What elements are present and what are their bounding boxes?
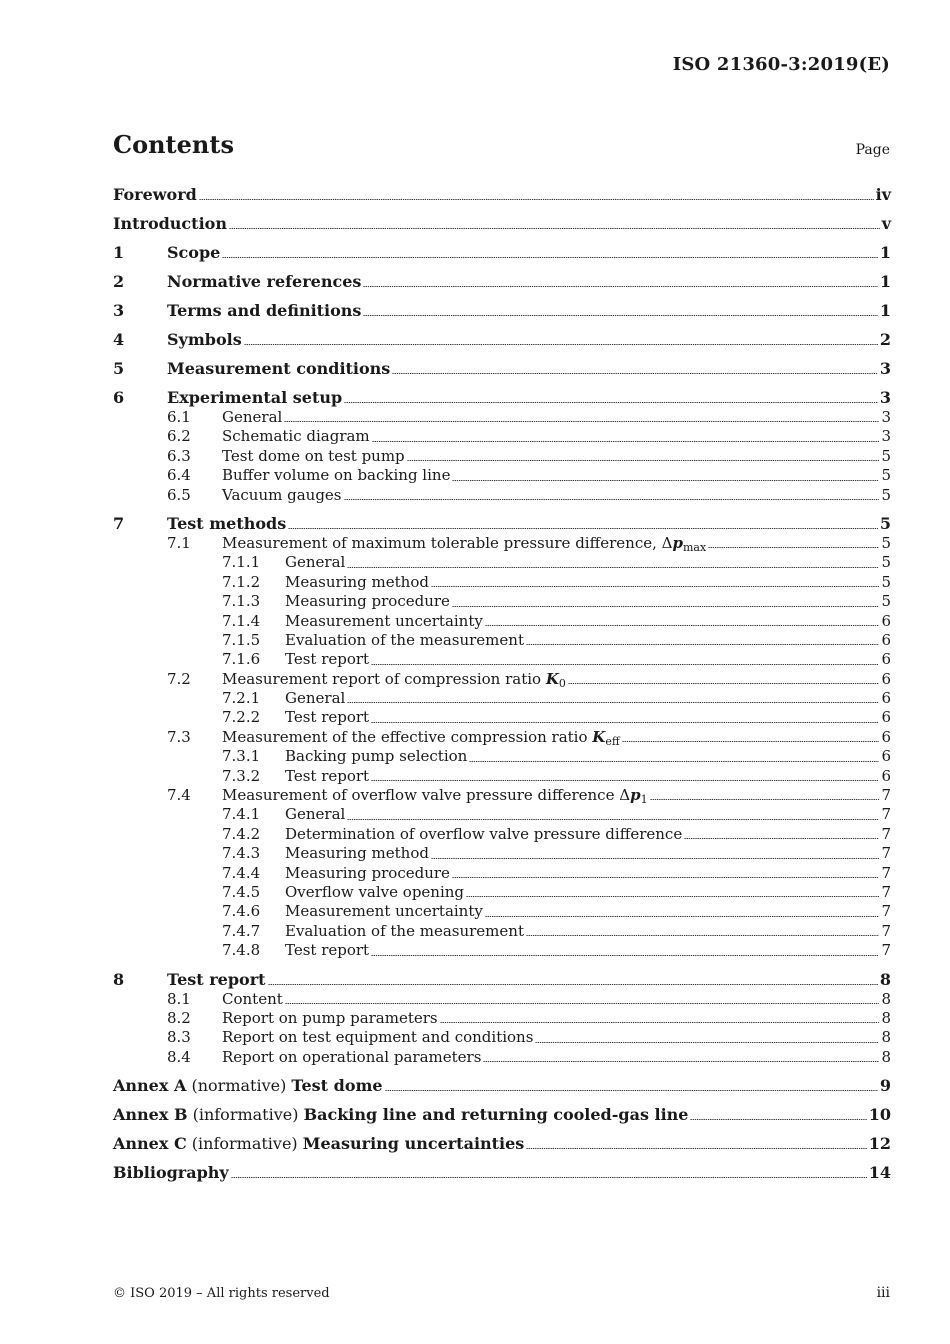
toc-entry-1[interactable] [113, 243, 891, 263]
toc-number: 7.4.4 [222, 863, 261, 882]
toc-page: 3 [879, 359, 891, 378]
toc-number: 7.1.6 [222, 650, 261, 669]
toc-title: Measuring method [285, 572, 429, 591]
leader-dots [568, 683, 880, 684]
toc-number: 7.1.5 [222, 630, 261, 649]
toc-number: 8.4 [167, 1047, 191, 1066]
toc-number: 7.4 [167, 786, 191, 805]
toc-entry-7-4-5[interactable] [113, 883, 891, 902]
toc-page: 5 [881, 485, 891, 504]
toc-number: 8.3 [167, 1028, 191, 1047]
toc-title: Test report [285, 708, 370, 727]
leader-dots [485, 916, 880, 917]
toc-number: 6.5 [167, 485, 191, 504]
leader-dots [347, 819, 879, 820]
leader-dots [466, 896, 879, 897]
annex-kind: (informative) [192, 1105, 299, 1125]
toc-title [113, 1076, 383, 1096]
leader-dots [452, 606, 880, 607]
leader-dots [708, 547, 879, 548]
page-column-label: Page [855, 142, 890, 158]
leader-dots [363, 286, 877, 287]
toc-page: 9 [879, 1076, 891, 1096]
toc-entry-6[interactable] [113, 388, 891, 408]
leader-dots [363, 315, 877, 316]
toc-page: 6 [881, 669, 891, 688]
toc-title: General [222, 408, 283, 426]
toc-title: Report on operational parameters [222, 1047, 482, 1066]
leader-dots [285, 1003, 880, 1004]
toc-title: General [285, 689, 346, 708]
leader-dots [222, 257, 878, 258]
leader-dots [526, 935, 879, 936]
toc-page: iv [875, 185, 891, 204]
toc-title: Terms and definitions [167, 301, 362, 320]
leader-dots [199, 199, 874, 200]
leader-dots [526, 644, 879, 645]
toc-number: 8 [113, 969, 125, 989]
toc-title: General [285, 805, 346, 824]
toc-entry-7-3-1[interactable] [113, 747, 891, 766]
toc-number: 7.4.7 [222, 921, 261, 940]
annex-title: Measuring uncertainties [302, 1134, 525, 1154]
leader-dots [684, 838, 879, 839]
toc-page: 6 [881, 708, 891, 727]
toc-page: 6 [881, 766, 891, 785]
toc-number: 8.2 [167, 1008, 191, 1027]
toc-entry-annex-b[interactable] [113, 1105, 891, 1125]
toc-entry-7-4-6[interactable] [113, 902, 891, 921]
toc-entry-introduction[interactable] [113, 214, 891, 234]
toc-entry-7-3-2[interactable] [113, 767, 891, 786]
toc-page: 6 [881, 611, 891, 630]
symbol-subscript: eff [605, 734, 620, 748]
toc-title: Test methods [167, 513, 287, 533]
toc-entry-annex-a[interactable] [113, 1076, 891, 1096]
toc-number: 6.2 [167, 427, 191, 446]
toc-page: 8 [881, 1008, 891, 1027]
annex-label: Annex A [113, 1076, 187, 1096]
page-title: Contents [113, 130, 234, 159]
annex-title: Backing line and returning cooled-gas line [303, 1105, 689, 1125]
toc-number: 6 [113, 388, 125, 407]
toc-title [113, 1105, 688, 1125]
leader-dots [407, 460, 880, 461]
toc-entry-6-1[interactable] [113, 408, 891, 427]
toc-page: 12 [868, 1134, 891, 1154]
toc-number: 6.1 [167, 408, 191, 426]
toc-title: Evaluation of the measurement [285, 921, 524, 940]
toc-entry-7[interactable] [113, 514, 891, 534]
toc-entry-7-1[interactable] [113, 534, 891, 553]
toc-title: Overflow valve opening [285, 882, 465, 901]
toc-title: Scope [167, 243, 221, 262]
toc-title: Measurement uncertainty [285, 902, 483, 921]
toc-entry-7-4[interactable] [113, 786, 891, 805]
toc-title: Measuring method [285, 844, 429, 863]
toc-title-text: Measurement report of compression ratio [222, 669, 546, 688]
leader-dots [372, 441, 880, 442]
toc-page: 8 [881, 989, 891, 1008]
leader-dots [231, 1177, 867, 1178]
toc-title: Schematic diagram [222, 427, 370, 446]
toc-title: Measuring procedure [285, 863, 450, 882]
toc-number: 7.4.1 [222, 805, 261, 824]
toc-number: 7.1.1 [222, 553, 261, 572]
leader-dots [344, 499, 880, 500]
toc-title: Evaluation of the measurement [285, 630, 524, 649]
toc-page: 6 [881, 689, 891, 708]
toc-page: 5 [879, 513, 891, 533]
toc-number: 7.1.2 [222, 572, 261, 591]
toc-entry-8-1[interactable] [113, 990, 891, 1009]
leader-dots [690, 1119, 866, 1120]
toc-number: 7.4.6 [222, 902, 261, 921]
toc-title: Normative references [167, 272, 362, 291]
toc-number: 7.2.2 [222, 708, 261, 727]
toc-entry-7-1-6[interactable] [113, 650, 891, 669]
leader-dots [622, 741, 880, 742]
toc-entry-8[interactable] [113, 970, 891, 990]
toc-page: 6 [881, 630, 891, 649]
toc-number: 7.4.3 [222, 844, 261, 863]
toc-page: 7 [881, 921, 891, 940]
toc-title: Backing pump selection [285, 747, 468, 766]
toc-number: 4 [113, 330, 125, 349]
document-id: ISO 21360-3:2019(E) [672, 54, 890, 75]
toc-title: Report on pump parameters [222, 1008, 438, 1027]
symbol-k: K [545, 669, 559, 688]
leader-dots [371, 780, 879, 781]
page-number: iii [876, 1285, 890, 1301]
toc-number: 7.1 [167, 533, 191, 552]
annex-label: Annex C [113, 1134, 187, 1154]
toc-number: 6.4 [167, 466, 191, 485]
leader-dots [347, 702, 879, 703]
toc-title: Determination of overflow valve pressure difference [285, 824, 683, 843]
toc-number: 7.2 [167, 669, 191, 688]
toc-number: 7 [113, 513, 125, 533]
toc-title: Symbols [167, 330, 242, 349]
toc-entry-7-4-1[interactable] [113, 805, 891, 824]
toc-title-text: Measurement of maximum tolerable pressure difference, Δ [222, 533, 673, 552]
toc-entry-7-2-2[interactable] [113, 708, 891, 727]
toc-page: 3 [881, 427, 891, 446]
toc-title: Buffer volume on backing line [222, 466, 451, 485]
toc-entry-6-3[interactable] [113, 447, 891, 466]
toc-entry-7-4-4[interactable] [113, 864, 891, 883]
toc-title: Test report [285, 941, 370, 960]
symbol-p: p [630, 786, 641, 805]
leader-dots [440, 1022, 880, 1023]
toc-number: 6.3 [167, 446, 191, 465]
toc-title: Experimental setup [167, 388, 343, 407]
toc-title [222, 728, 620, 747]
annex-kind: (informative) [191, 1134, 298, 1154]
toc-entry-8-3[interactable] [113, 1028, 891, 1047]
annex-title: Test dome [291, 1076, 383, 1096]
toc-title [222, 670, 566, 689]
toc-number: 7.1.4 [222, 611, 261, 630]
symbol-k: K [592, 727, 606, 746]
leader-dots [371, 955, 879, 956]
toc-entry-7-1-2[interactable] [113, 573, 891, 592]
toc-entry-annex-c[interactable] [113, 1134, 891, 1154]
toc-title: General [285, 553, 346, 572]
toc-page: 5 [881, 553, 891, 572]
toc-page: 5 [881, 446, 891, 465]
leader-dots [229, 228, 880, 229]
leader-dots [344, 402, 878, 403]
toc-page: 5 [881, 572, 891, 591]
toc-entry-7-4-8[interactable] [113, 941, 891, 960]
toc-title: Introduction [113, 214, 227, 233]
toc-number: 7.1.3 [222, 592, 261, 611]
leader-dots [431, 858, 879, 859]
leader-dots [371, 722, 879, 723]
toc-entry-7-1-4[interactable] [113, 612, 891, 631]
toc-page: 7 [881, 941, 891, 960]
toc-title: Test dome on test pump [222, 446, 405, 465]
leader-dots [431, 586, 879, 587]
toc-page: 6 [881, 727, 891, 746]
leader-dots [244, 344, 878, 345]
toc-entry-5[interactable] [113, 359, 891, 379]
leader-dots [284, 421, 879, 422]
toc-number: 2 [113, 272, 125, 291]
leader-dots [392, 373, 878, 374]
leader-dots [469, 761, 879, 762]
copyright-notice: © ISO 2019 – All rights reserved [113, 1286, 330, 1301]
toc-title [222, 534, 706, 553]
toc-entry-7-2[interactable] [113, 670, 891, 689]
toc-number: 7.3.1 [222, 747, 261, 766]
toc-number: 7.4.2 [222, 824, 261, 843]
toc-page: 2 [879, 330, 891, 349]
toc-entry-2[interactable] [113, 272, 891, 292]
toc-page: 7 [881, 844, 891, 863]
annex-kind: (normative) [191, 1076, 287, 1096]
leader-dots [268, 984, 878, 985]
symbol-p: p [672, 533, 683, 552]
toc-title-text: Measurement of the effective compression ratio [222, 727, 593, 746]
toc-number: 7.4.5 [222, 882, 261, 901]
toc-page: 8 [881, 1047, 891, 1066]
toc-number: 1 [113, 243, 125, 262]
toc-entry-3[interactable] [113, 301, 891, 321]
toc-title: Foreword [113, 185, 197, 204]
toc-entry-6-5[interactable] [113, 486, 891, 505]
leader-dots [485, 625, 880, 626]
toc-title: Report on test equipment and conditions [222, 1028, 534, 1047]
toc-entry-7-1-3[interactable] [113, 592, 891, 611]
leader-dots [371, 664, 879, 665]
toc-entry-7-2-1[interactable] [113, 689, 891, 708]
toc-number: 8.1 [167, 989, 191, 1008]
toc-page: 5 [881, 466, 891, 485]
leader-dots [347, 567, 879, 568]
toc-entry-7-4-7[interactable] [113, 922, 891, 941]
toc-page: 10 [868, 1105, 891, 1125]
toc-page: 7 [881, 902, 891, 921]
table-of-contents [113, 185, 891, 1183]
toc-entry-6-2[interactable] [113, 427, 891, 446]
toc-entry-6-4[interactable] [113, 466, 891, 485]
toc-entry-foreword[interactable] [113, 185, 891, 205]
toc-page: 7 [881, 805, 891, 824]
toc-number: 7.3 [167, 727, 191, 746]
leader-dots [452, 877, 880, 878]
symbol-subscript: max [683, 540, 707, 554]
toc-number: 5 [113, 359, 125, 378]
toc-page: 1 [879, 301, 891, 320]
toc-entry-4[interactable] [113, 330, 891, 350]
symbol-subscript: 1 [640, 793, 648, 807]
toc-title: Test report [285, 650, 370, 669]
toc-page: v [881, 214, 891, 233]
toc-title: Measuring procedure [285, 592, 450, 611]
toc-entry-8-2[interactable] [113, 1009, 891, 1028]
toc-page: 7 [881, 786, 891, 805]
toc-title: Test report [167, 969, 266, 989]
toc-page: 1 [879, 272, 891, 291]
toc-entry-7-4-2[interactable] [113, 825, 891, 844]
leader-dots [385, 1090, 878, 1091]
toc-page: 5 [881, 592, 891, 611]
toc-title: Vacuum gauges [222, 485, 342, 504]
toc-page: 3 [879, 388, 891, 407]
toc-number: 7.2.1 [222, 689, 261, 708]
toc-page: 14 [868, 1163, 891, 1183]
toc-number: 3 [113, 301, 125, 320]
leader-dots [483, 1061, 879, 1062]
toc-page: 7 [881, 882, 891, 901]
toc-page: 6 [881, 747, 891, 766]
toc-title: Measurement uncertainty [285, 611, 483, 630]
toc-title: Measurement conditions [167, 359, 391, 378]
toc-page: 7 [881, 863, 891, 882]
toc-title: Test report [285, 766, 370, 785]
toc-entry-bibliography[interactable] [113, 1163, 891, 1183]
leader-dots [535, 1042, 879, 1043]
symbol-subscript: 0 [558, 676, 566, 690]
toc-title [222, 786, 648, 805]
toc-title: Bibliography [113, 1163, 229, 1183]
toc-title: Content [222, 989, 283, 1008]
toc-title-text: Measurement of overflow valve pressure difference Δ [222, 786, 631, 805]
toc-entry-8-4[interactable] [113, 1048, 891, 1067]
annex-label: Annex B [113, 1105, 188, 1125]
toc-page: 7 [881, 824, 891, 843]
toc-entry-7-1-5[interactable] [113, 631, 891, 650]
toc-entry-7-1-1[interactable] [113, 553, 891, 572]
toc-number: 7.3.2 [222, 766, 261, 785]
leader-dots [650, 799, 880, 800]
toc-entry-7-4-3[interactable] [113, 844, 891, 863]
toc-page: 3 [881, 408, 891, 426]
toc-title [113, 1134, 524, 1154]
leader-dots [452, 480, 879, 481]
toc-entry-7-3[interactable] [113, 728, 891, 747]
leader-dots [288, 528, 878, 529]
toc-page: 1 [879, 243, 891, 262]
leader-dots [526, 1148, 866, 1149]
toc-page: 8 [881, 1028, 891, 1047]
toc-page: 6 [881, 650, 891, 669]
toc-number: 7.4.8 [222, 941, 261, 960]
toc-page: 5 [881, 533, 891, 552]
toc-page: 8 [879, 969, 891, 989]
